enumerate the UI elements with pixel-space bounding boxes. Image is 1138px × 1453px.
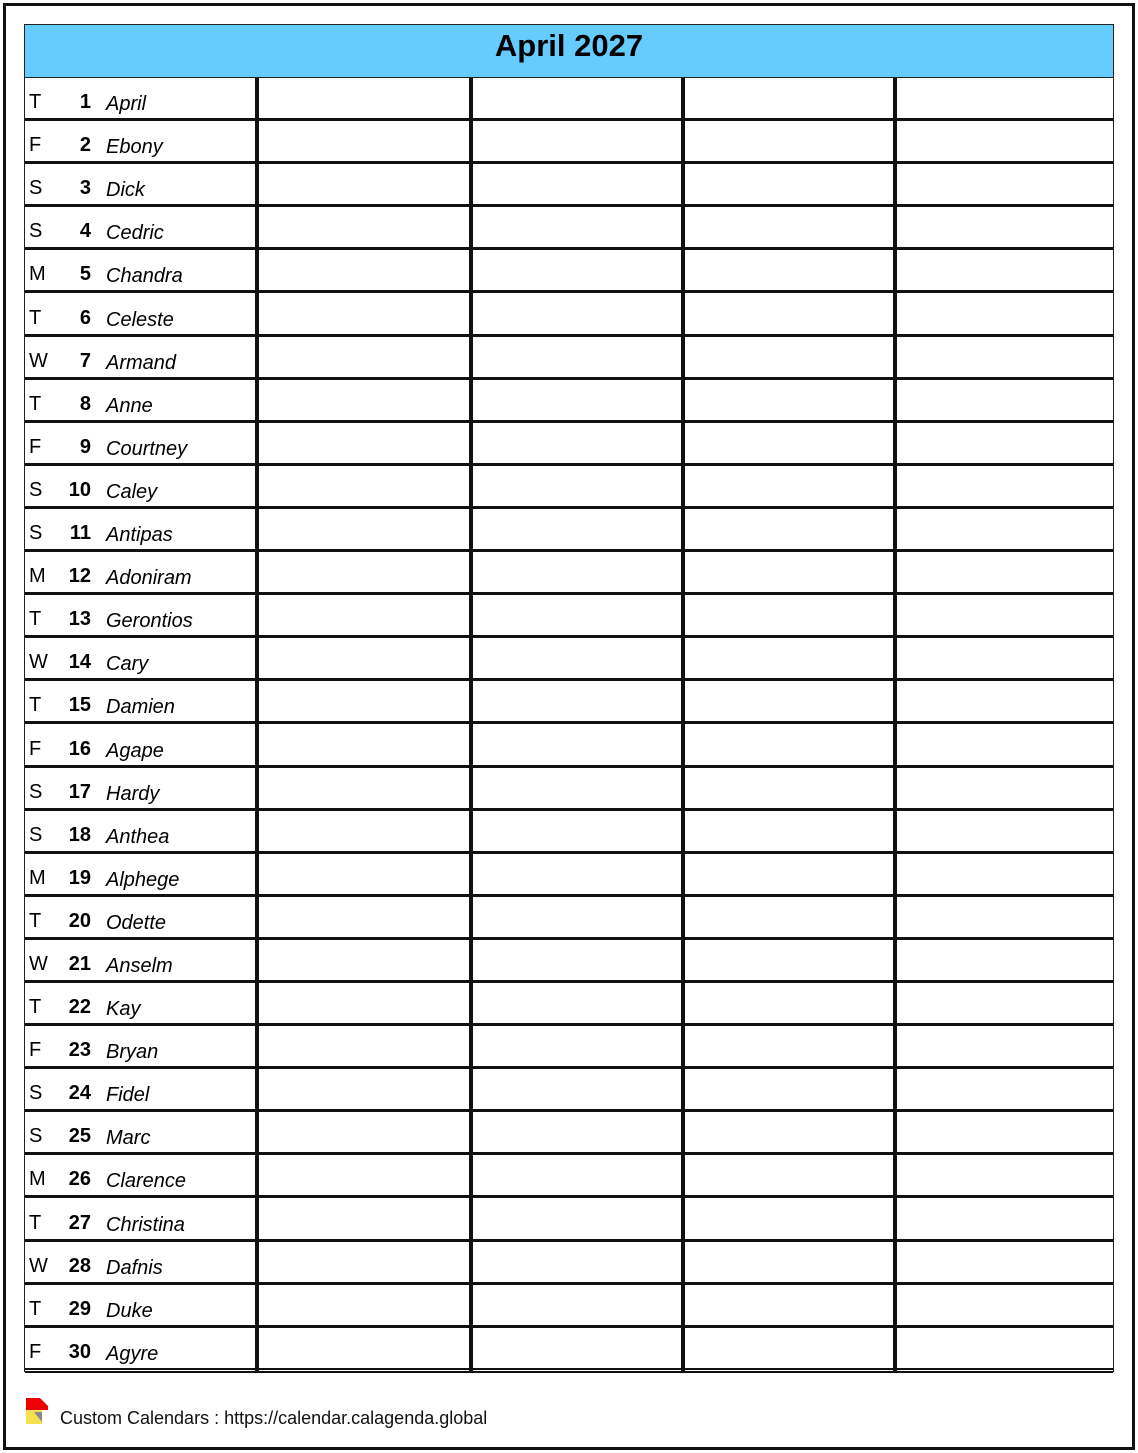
day-row — [25, 1328, 1113, 1373]
column-divider — [255, 78, 259, 1372]
day-name: Celeste — [106, 308, 174, 331]
day-row — [25, 380, 1113, 423]
day-row — [25, 1242, 1113, 1285]
day-row — [25, 811, 1113, 854]
day-name: Chandra — [106, 265, 183, 288]
day-row — [25, 423, 1113, 466]
day-letter: T — [29, 608, 42, 631]
day-number: 4 — [79, 220, 91, 243]
day-number: 26 — [68, 1168, 91, 1191]
day-number: 1 — [79, 91, 91, 114]
day-number: 15 — [68, 694, 91, 717]
day-name: Gerontios — [106, 610, 193, 633]
day-row — [25, 1198, 1113, 1241]
day-row — [25, 1069, 1113, 1112]
day-letter: W — [29, 349, 48, 372]
day-rows — [25, 78, 1113, 1373]
day-row — [25, 164, 1113, 207]
day-number: 20 — [68, 909, 91, 932]
day-letter: W — [29, 651, 48, 674]
day-number: 17 — [68, 780, 91, 803]
day-name: Adoniram — [106, 567, 192, 590]
day-number: 22 — [68, 996, 91, 1019]
day-row — [25, 1112, 1113, 1155]
day-number: 8 — [79, 392, 91, 415]
footer-link[interactable]: Custom Calendars : https://calendar.calagenda.global — [60, 1408, 488, 1428]
day-number: 2 — [79, 134, 91, 157]
day-number: 11 — [69, 522, 91, 545]
day-number: 5 — [79, 263, 91, 286]
day-number: 9 — [79, 435, 91, 458]
day-number: 19 — [68, 866, 91, 889]
day-name: Agyre — [106, 1342, 159, 1365]
day-letter: S — [29, 823, 43, 846]
day-letter: T — [29, 909, 42, 932]
day-name: Hardy — [106, 782, 160, 805]
day-number: 30 — [68, 1340, 91, 1363]
day-row — [25, 724, 1113, 767]
day-letter: S — [29, 780, 43, 803]
column-divider — [893, 78, 897, 1372]
day-name: Alphege — [106, 868, 180, 891]
day-letter: F — [29, 1340, 42, 1363]
day-name: Anthea — [106, 825, 170, 848]
day-letter: W — [29, 1254, 48, 1277]
day-name: Fidel — [106, 1084, 150, 1107]
column-divider — [681, 78, 685, 1372]
day-number: 27 — [68, 1211, 91, 1234]
day-name: Clarence — [106, 1170, 187, 1193]
day-number: 23 — [68, 1039, 91, 1062]
day-letter: S — [29, 177, 43, 200]
day-letter: T — [29, 91, 42, 114]
day-row — [25, 1026, 1113, 1069]
day-letter: S — [29, 522, 43, 545]
day-row — [25, 638, 1113, 681]
day-name: Anselm — [106, 954, 173, 977]
day-number: 24 — [68, 1082, 91, 1105]
day-row — [25, 337, 1113, 380]
day-letter: S — [29, 478, 43, 501]
day-row — [25, 466, 1113, 509]
day-row — [25, 681, 1113, 724]
day-number: 18 — [68, 823, 91, 846]
day-letter: F — [29, 134, 42, 157]
day-name: April — [106, 93, 147, 116]
day-number: 7 — [79, 349, 91, 372]
day-row — [25, 293, 1113, 336]
day-name: Anne — [106, 394, 153, 417]
day-number: 14 — [68, 651, 91, 674]
day-number: 28 — [68, 1254, 91, 1277]
day-row — [25, 207, 1113, 250]
day-letter: M — [29, 1168, 46, 1191]
day-row — [25, 78, 1113, 121]
day-row — [25, 1285, 1113, 1328]
day-name: Agape — [106, 739, 164, 762]
day-letter: F — [29, 435, 42, 458]
day-name: Dick — [106, 179, 145, 202]
day-letter: T — [29, 392, 42, 415]
day-letter: T — [29, 694, 42, 717]
day-letter: T — [29, 306, 42, 329]
day-number: 29 — [68, 1297, 91, 1320]
day-letter: F — [29, 1039, 42, 1062]
day-name: Antipas — [106, 524, 173, 547]
day-row — [25, 121, 1113, 164]
day-number: 13 — [68, 608, 91, 631]
day-letter: S — [29, 1125, 43, 1148]
day-name: Damien — [106, 696, 175, 719]
calagenda-logo-icon — [26, 1398, 48, 1424]
day-number: 6 — [79, 306, 91, 329]
day-letter: S — [29, 220, 43, 243]
day-number: 12 — [68, 565, 91, 588]
day-row — [25, 595, 1113, 638]
day-name: Caley — [106, 480, 158, 503]
day-name: Duke — [106, 1299, 153, 1322]
day-name: Bryan — [106, 1041, 159, 1064]
day-name: Cary — [106, 653, 149, 676]
day-row — [25, 768, 1113, 811]
day-name: Courtney — [106, 437, 188, 460]
day-letter: F — [29, 737, 42, 760]
day-number: 16 — [68, 737, 91, 760]
month-header — [25, 25, 1113, 78]
day-row — [25, 552, 1113, 595]
day-letter: T — [29, 996, 42, 1019]
day-name: Ebony — [106, 136, 163, 159]
day-letter: W — [29, 952, 48, 975]
day-name: Marc — [106, 1127, 151, 1150]
day-number: 10 — [68, 478, 91, 501]
day-name: Cedric — [106, 222, 164, 245]
day-row — [25, 983, 1113, 1026]
day-number: 21 — [68, 952, 91, 975]
day-row — [25, 897, 1113, 940]
day-name: Armand — [106, 351, 177, 374]
day-letter: M — [29, 866, 46, 889]
day-row — [25, 509, 1113, 552]
month-title: April 2027 — [494, 28, 644, 63]
day-row — [25, 250, 1113, 293]
day-letter: M — [29, 263, 46, 286]
column-divider — [469, 78, 473, 1372]
day-row — [25, 1155, 1113, 1198]
day-row — [25, 854, 1113, 897]
calendar-table — [24, 24, 1114, 1372]
day-letter: S — [29, 1082, 43, 1105]
day-letter: T — [29, 1297, 42, 1320]
day-number: 25 — [68, 1125, 91, 1148]
day-name: Odette — [106, 911, 167, 934]
day-name: Dafnis — [106, 1256, 163, 1279]
day-letter: T — [29, 1211, 42, 1234]
day-name: Kay — [106, 998, 141, 1021]
day-number: 3 — [79, 177, 91, 200]
day-name: Christina — [106, 1213, 185, 1236]
day-row — [25, 940, 1113, 983]
day-letter: M — [29, 565, 46, 588]
